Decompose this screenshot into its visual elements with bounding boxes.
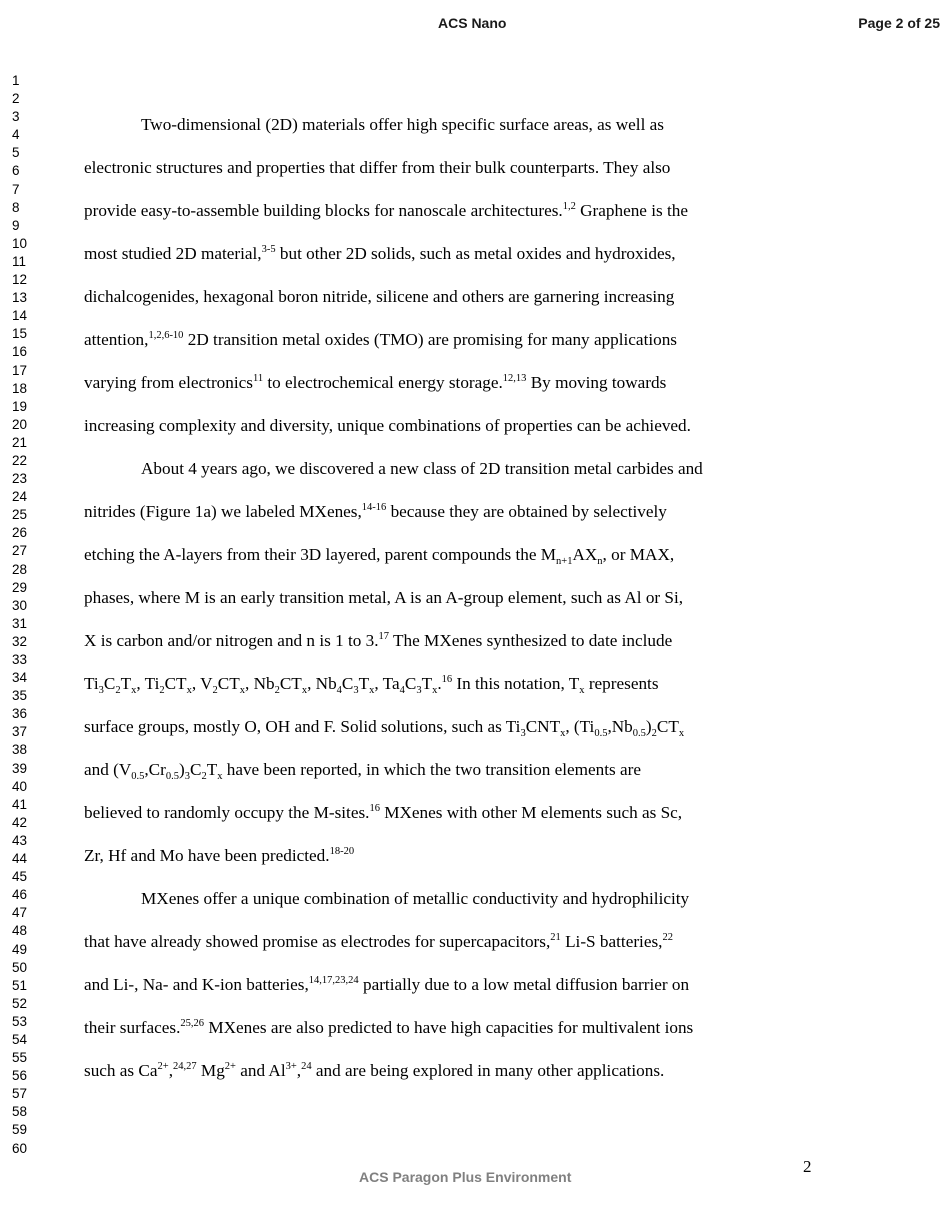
- subscript: 2: [274, 685, 280, 696]
- text-run: ): [178, 760, 185, 779]
- subscript: 3: [184, 771, 190, 782]
- text-run: varying from electronics: [84, 373, 253, 392]
- subscript: 0.5: [131, 771, 145, 782]
- line-number: 54: [12, 1031, 28, 1047]
- text-line: [84, 146, 821, 189]
- superscript: 17: [378, 631, 390, 642]
- line-number: 56: [12, 1068, 28, 1084]
- line-number: 26: [12, 525, 28, 541]
- line-number: 4: [12, 127, 20, 143]
- text-line: [141, 103, 821, 146]
- superscript: 22: [662, 932, 673, 943]
- text-run: , V: [191, 674, 213, 693]
- text-run: and Li-, Na- and K-ion batteries,: [84, 975, 309, 994]
- text-run: to electrochemical energy storage.: [263, 373, 503, 392]
- text-line: [141, 447, 821, 490]
- subscript: x: [579, 685, 585, 696]
- footer-environment: ACS Paragon Plus Environment: [359, 1169, 572, 1185]
- superscript: 1,2: [562, 201, 576, 212]
- subscript: x: [432, 685, 438, 696]
- line-number: 38: [12, 742, 28, 758]
- text-run: , (Ti: [565, 717, 595, 736]
- line-number: 25: [12, 507, 28, 523]
- text-run: Li-S batteries,: [560, 932, 663, 951]
- text-run: CT: [656, 717, 679, 736]
- subscript: x: [186, 685, 192, 696]
- superscript: 21: [550, 932, 561, 943]
- text-run: phases, where M is an early transition metal, A is an A-group element, such as Al or Si,: [84, 588, 684, 607]
- text-line: [84, 748, 821, 791]
- text-run: that have already showed promise as electrodes for supercapacitors,: [84, 932, 551, 951]
- text-run: C: [341, 674, 354, 693]
- text-line: [84, 1049, 821, 1092]
- text-line: [84, 662, 821, 705]
- superscript: 12,13: [502, 373, 527, 384]
- superscript: 25,26: [180, 1018, 205, 1029]
- text-run: electronic structures and properties that differ from their bulk counterparts. They also: [84, 158, 671, 177]
- subscript: 4: [399, 685, 405, 696]
- text-run: Two-dimensional (2D) materials offer high specific surface areas, as well as: [141, 115, 664, 134]
- text-line: [84, 920, 821, 963]
- line-number: 43: [12, 832, 28, 848]
- text-line: [84, 490, 821, 533]
- text-run: attention,: [84, 330, 149, 349]
- line-number: 57: [12, 1086, 28, 1102]
- line-number: 8: [12, 199, 20, 215]
- line-number: 28: [12, 561, 28, 577]
- line-number: 10: [12, 235, 28, 251]
- line-number: 27: [12, 543, 28, 559]
- text-run: Ti: [84, 674, 99, 693]
- superscript: 3+: [285, 1061, 297, 1072]
- line-number: 55: [12, 1050, 28, 1066]
- text-run: The MXenes synthesized to date include: [389, 631, 673, 650]
- subscript: 0.5: [165, 771, 179, 782]
- subscript: 2: [201, 771, 207, 782]
- line-number: 16: [12, 344, 28, 360]
- text-run: C: [189, 760, 202, 779]
- line-number: 11: [12, 253, 27, 269]
- line-number: 12: [12, 272, 28, 288]
- superscript: 11: [252, 373, 264, 384]
- line-number: 24: [12, 489, 28, 505]
- line-number: 29: [12, 579, 28, 595]
- subscript: 0.5: [632, 728, 646, 739]
- text-line: [84, 576, 821, 619]
- superscript: 16: [441, 674, 453, 685]
- text-run: CNT: [525, 717, 561, 736]
- line-number: 34: [12, 670, 28, 686]
- text-run: C: [404, 674, 417, 693]
- line-number: 42: [12, 814, 28, 830]
- text-run: have been reported, in which the two transition elements are: [222, 760, 641, 779]
- line-number: 6: [12, 163, 20, 179]
- text-run: ): [645, 717, 652, 736]
- superscript: 14-16: [361, 502, 387, 513]
- page-number: 2: [803, 1157, 812, 1176]
- text-line: [84, 1006, 821, 1049]
- line-number: 35: [12, 688, 28, 704]
- subscript: 3: [98, 685, 104, 696]
- text-run: partially due to a low metal diffusion barrier on: [358, 975, 690, 994]
- text-run: but other 2D solids, such as metal oxides and hydroxides,: [275, 244, 676, 263]
- subscript: n: [597, 556, 603, 567]
- text-run: and are being explored in many other applications.: [311, 1061, 665, 1080]
- line-number: 20: [12, 416, 28, 432]
- text-line: [84, 232, 821, 275]
- text-line: [84, 533, 821, 576]
- text-run: T: [421, 674, 433, 693]
- line-number: 47: [12, 905, 28, 921]
- text-line: [84, 361, 821, 404]
- text-run: because they are obtained by selectively: [386, 502, 667, 521]
- text-run: 2D transition metal oxides (TMO) are promising for many applications: [183, 330, 677, 349]
- text-line: [84, 705, 821, 748]
- subscript: 3: [416, 685, 422, 696]
- text-run: CT: [217, 674, 240, 693]
- text-run: ,: [168, 1061, 173, 1080]
- line-number: 39: [12, 760, 28, 776]
- text-line: [141, 877, 821, 920]
- text-run: dichalcogenides, hexagonal boron nitride, silicene and others are garnering increasing: [84, 287, 675, 306]
- line-number: 21: [12, 434, 28, 450]
- subscript: 2: [159, 685, 165, 696]
- text-run: and Al: [235, 1061, 286, 1080]
- subscript: x: [560, 728, 566, 739]
- text-run: such as Ca: [84, 1061, 158, 1080]
- line-number: 45: [12, 869, 28, 885]
- text-run: MXenes with other M elements such as Sc,: [379, 803, 683, 822]
- text-line: [84, 619, 821, 662]
- text-line: [84, 834, 821, 877]
- text-run: T: [120, 674, 132, 693]
- superscript: 14,17,23,24: [308, 975, 359, 986]
- subscript: 2: [212, 685, 218, 696]
- line-number: 15: [12, 326, 28, 342]
- text-run: , Ta: [374, 674, 400, 693]
- text-run: ,Cr: [144, 760, 166, 779]
- page-indicator: Page 2 of 25: [858, 15, 940, 31]
- line-number: 14: [12, 308, 28, 324]
- line-number: 2: [12, 91, 20, 107]
- line-number: 37: [12, 724, 28, 740]
- line-number: 49: [12, 941, 28, 957]
- line-number: 32: [12, 633, 28, 649]
- line-number: 22: [12, 452, 28, 468]
- text-run: MXenes offer a unique combination of metallic conductivity and hydrophilicity: [141, 889, 690, 908]
- text-run: their surfaces.: [84, 1018, 181, 1037]
- text-run: surface groups, mostly O, OH and F. Solid solutions, such as Ti: [84, 717, 521, 736]
- text-line: [84, 318, 821, 361]
- text-run: T: [358, 674, 370, 693]
- subscript: x: [239, 685, 245, 696]
- subscript: 4: [336, 685, 342, 696]
- line-number: 5: [12, 145, 20, 161]
- text-run: AX: [572, 545, 598, 564]
- text-run: In this notation, T: [452, 674, 580, 693]
- article-body: [84, 103, 821, 1092]
- line-number: 51: [12, 977, 28, 993]
- text-run: believed to randomly occupy the M-sites.: [84, 803, 370, 822]
- line-number: 40: [12, 778, 28, 794]
- subscript: x: [301, 685, 308, 696]
- line-number: 13: [12, 290, 28, 306]
- text-run: X is carbon and/or nitrogen and n is 1 to 3.: [84, 631, 379, 650]
- subscript: 3: [353, 685, 359, 696]
- text-run: and (V: [84, 760, 132, 779]
- line-number: 53: [12, 1013, 28, 1029]
- subscript: 2: [651, 728, 657, 739]
- text-run: Graphene is the: [575, 201, 688, 220]
- line-number: 18: [12, 380, 28, 396]
- text-run: etching the A-layers from their 3D layered, parent compounds the M: [84, 545, 557, 564]
- subscript: x: [131, 685, 137, 696]
- text-line: [84, 963, 821, 1006]
- text-run: About 4 years ago, we discovered a new class of 2D transition metal carbides and: [141, 459, 703, 478]
- line-number: 59: [12, 1122, 28, 1138]
- text-line: [84, 791, 821, 834]
- line-number: 7: [12, 181, 20, 197]
- line-number: 41: [12, 796, 28, 812]
- line-number: 17: [12, 362, 28, 378]
- text-run: C: [103, 674, 116, 693]
- superscript: 2+: [224, 1061, 236, 1072]
- line-number: 1: [12, 73, 20, 88]
- line-number: 19: [12, 398, 28, 414]
- subscript: x: [369, 685, 375, 696]
- text-run: represents: [584, 674, 659, 693]
- superscript: 24: [301, 1061, 312, 1072]
- paragraph: [84, 447, 821, 877]
- line-number: 33: [12, 652, 28, 667]
- text-run: , Nb: [307, 674, 337, 693]
- subscript: 2: [115, 685, 121, 696]
- line-number: 3: [12, 109, 20, 125]
- subscript: 3: [520, 728, 526, 739]
- line-number: 44: [12, 851, 28, 867]
- text-run: .: [437, 674, 442, 693]
- paragraph: [84, 877, 821, 1092]
- line-number: 50: [12, 959, 28, 975]
- subscript: 0.5: [594, 728, 608, 739]
- line-number: 30: [12, 597, 28, 613]
- text-line: [84, 189, 821, 232]
- subscript: x: [217, 771, 223, 782]
- text-run: most studied 2D material,: [84, 244, 262, 263]
- text-run: provide easy-to-assemble building blocks for nanoscale architectures.: [84, 201, 563, 220]
- journal-title: ACS Nano: [438, 15, 507, 31]
- text-run: By moving towards: [526, 373, 667, 392]
- line-number-gutter: [12, 72, 27, 1158]
- text-run: MXenes are also predicted to have high capacities for multivalent ions: [204, 1018, 694, 1037]
- line-number: 48: [12, 923, 28, 939]
- text-line: [84, 404, 821, 447]
- line-number: 9: [12, 217, 20, 233]
- superscript: 16: [369, 803, 380, 814]
- text-run: , or MAX,: [602, 545, 675, 564]
- line-number: 52: [12, 995, 28, 1011]
- superscript: 24,27: [172, 1061, 197, 1072]
- text-run: CT: [279, 674, 302, 693]
- text-run: ,Nb: [607, 717, 633, 736]
- line-number: 23: [12, 471, 28, 487]
- text-run: CT: [164, 674, 187, 693]
- text-run: Mg: [196, 1061, 225, 1080]
- line-number: 36: [12, 706, 28, 722]
- text-run: , Nb: [244, 674, 275, 693]
- text-run: , Ti: [136, 674, 160, 693]
- superscript: 2+: [157, 1061, 169, 1072]
- subscript: x: [678, 728, 685, 739]
- text-line: [84, 275, 821, 318]
- text-run: Zr, Hf and Mo have been predicted.: [84, 846, 330, 865]
- paragraph: [84, 103, 821, 447]
- text-run: nitrides (Figure 1a) we labeled MXenes,: [84, 502, 362, 521]
- text-run: T: [206, 760, 218, 779]
- subscript: n+1: [556, 556, 573, 567]
- text-run: ,: [296, 1061, 302, 1080]
- line-number: 60: [12, 1140, 28, 1156]
- superscript: 3-5: [261, 244, 276, 255]
- line-number: 31: [12, 615, 28, 631]
- superscript: 1,2,6-10: [148, 330, 184, 341]
- line-number: 58: [12, 1104, 28, 1120]
- text-run: increasing complexity and diversity, unique combinations of properties can be achieved.: [84, 416, 691, 435]
- line-number: 46: [12, 887, 28, 903]
- superscript: 18-20: [329, 846, 355, 857]
